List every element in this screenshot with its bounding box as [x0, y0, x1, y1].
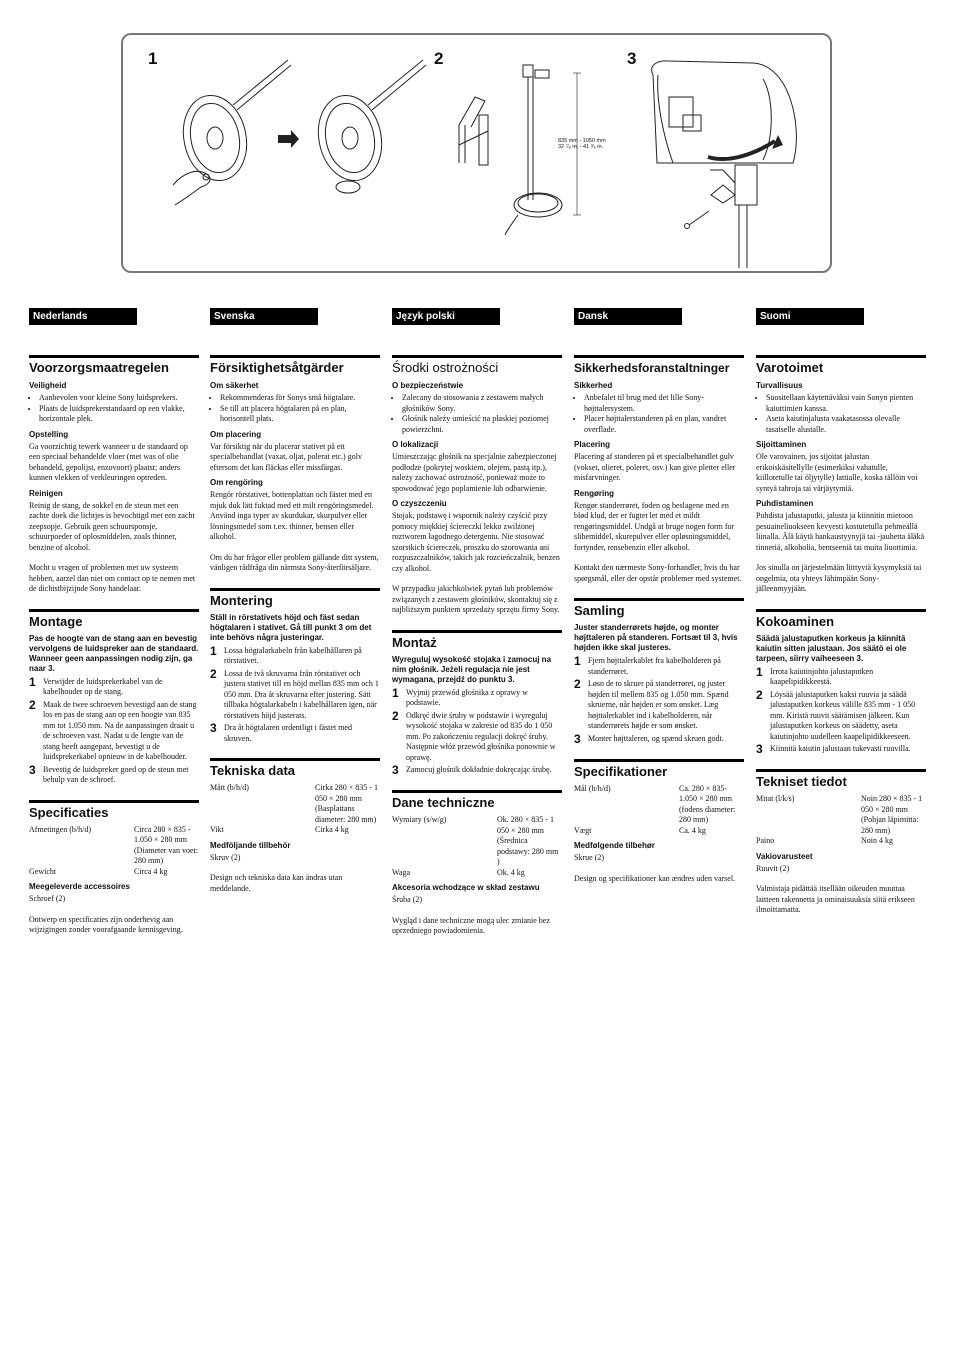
precautions-heading: Voorzorgsmaatregelen — [29, 355, 199, 376]
language-label: Suomi — [756, 308, 864, 325]
step-text: Monter højttaleren, og spænd skruen godt. — [588, 733, 724, 743]
table-row — [756, 794, 926, 836]
specs-note: Design og specifikationer kan ændres uden varsel. — [574, 873, 736, 883]
placement-heading: Om placering — [210, 429, 262, 439]
placement-text: Placering af standeren på et specialbehandlet gulv (vokset, olieret, poleret, osv.) kan give pletter eller misfarvninger. — [574, 452, 736, 482]
assembly-step-3 — [756, 744, 926, 755]
accessories-text: Skrue (2) — [574, 853, 604, 862]
step-number: 2 — [756, 687, 763, 702]
assembly-step-1 — [210, 643, 380, 667]
safety-heading: O bezpieczeństwie — [392, 381, 464, 390]
spec-key: Afmetingen (b/h/d) — [29, 824, 91, 834]
list-item: • Aanbevolen voor kleine Sony luidsprekers. — [39, 393, 199, 404]
step-number: 2 — [392, 708, 399, 723]
step-text: Kiinnitä kaiutin jalustaan tukevasti ruuvilla. — [770, 744, 911, 753]
spec-value: Cirka 4 kg — [315, 825, 349, 834]
assembly-heading: Montage — [29, 609, 199, 630]
step-text: Löysää jalustaputken kaksi ruuvia ja säädä jalustaputken korkeus välille 835 mm - 1 050 mm. Kiristä ruuvit säätämisen jälkeen. Kun jalustaputken korkeus on säädetty, aseta kaiutinjohto uudelleen kaapelipidikkeeseen. — [770, 689, 916, 741]
step-text: Løsn de to skruer på standerrøret, og juster højden til mellem 835 og 1.050 mm. Spænd skruerne, når højden er som ønsket. Læg højttalerkablet ind i kabelholderen, når standerrørets højde er som ønsket. — [588, 679, 729, 730]
assembly-step-1 — [392, 685, 562, 709]
step-text: Fjern højttalerkablet fra kabelholderen på standerrøret. — [588, 656, 721, 676]
step-text: Irrota kaiutinjohto jalustaputken kaapelipidikkeestä. — [770, 666, 874, 686]
arrow-icon — [278, 130, 299, 148]
placement-text: Ga voorzichtig tewerk wanneer u de standaard op een speciaal behandelde vloer (met was of olie behandeld, gepolijst, enzovoort) plaatst; anders kunnen vlekken of verkleuringen optreden. — [29, 441, 188, 482]
specs-heading: Tekniset tiedot — [756, 769, 926, 790]
assembly-heading: Montering — [210, 588, 380, 609]
accessories-text: Skruv (2) — [210, 852, 241, 862]
cleaning-heading: Reinigen — [29, 488, 63, 498]
height-in: 32 ⁷⁄₈ in. - 41 ³⁄₈ in. — [558, 144, 604, 150]
list-item: • Plaats de luidsprekerstandaard op een vlakke, horizontale plek. — [39, 404, 199, 425]
list-item: • Anbefalet til brug med det lille Sony-højttalersystem. — [584, 393, 744, 414]
assembly-step-1 — [29, 674, 199, 698]
specs-table — [210, 783, 380, 836]
assembly-step-2 — [392, 708, 562, 764]
spec-key: Gewicht — [29, 866, 57, 876]
specs-heading: Dane techniczne — [392, 790, 562, 811]
illustration-drawing — [123, 35, 830, 271]
precautions-heading: Sikkerhedsforanstaltninger — [574, 355, 744, 376]
base-plate-drawing-1 — [173, 60, 291, 205]
cleaning-heading: O czyszczeniu — [392, 499, 447, 508]
base-plate-drawing-2 — [311, 60, 426, 193]
assembly-step-2 — [756, 687, 926, 743]
assembly-step-2 — [29, 697, 199, 763]
assembly-lead: Wyreguluj wysokość stojaka i zamocuj na nim głośnik. Jeżeli regulacja nie jest wymagana, przejdź do punktu 3. — [392, 654, 552, 684]
list-item: • Placer højttalerstanderen på en plan, vandret overflade. — [584, 414, 744, 435]
spec-key: Mått (b/h/d) — [210, 783, 249, 792]
spec-key: Wymiary (s/w/g) — [392, 815, 447, 824]
spec-value: Circa 4 kg — [134, 866, 168, 876]
language-label: Język polski — [392, 308, 500, 325]
assembly-lead: Juster standerrørets højde, og monter højttaleren på standeren. Fortsæt til 3, hvis højden ikke skal justeres. — [574, 623, 738, 652]
assembly-lead: Ställ in rörstativets höjd och fäst sedan högtalaren i stativet. Gå till punkt 3 om det inte behövs några justeringar. — [210, 612, 372, 642]
table-row — [29, 825, 199, 867]
list-item: • Suositellaan käytettäväksi vain Sonyn pienten kaiuttimien kanssa. — [766, 393, 926, 414]
step-text: Bevestig de luidspreker goed op de steun met behulp van de schroef. — [43, 764, 189, 784]
cleaning-heading: Rengøring — [574, 488, 614, 498]
assembly-heading: Kokoaminen — [756, 609, 926, 630]
step-number: 1 — [392, 685, 399, 700]
cleaning-text: Rengör rörstativet, bottenplattan och fästet med en mjuk duk lätt fuktad med ett milt rengöringsmedel. Använd inga typer av skurdukar, skurpulver eller lösningsmedel som t.ex. thinner, bensen eller alkohol. — [210, 490, 374, 541]
accessories-heading: Medfølgende tilbehør — [574, 841, 655, 850]
accessories-heading: Vakiovarusteet — [756, 851, 813, 861]
step-number: 3 — [29, 762, 36, 777]
mount-drawing — [652, 61, 797, 268]
contact-text: Jos sinulla on järjestelmään liittyviä kysymyksiä tai ongelmia, ota yhteys lähimpään Sony-jälleenmyyjään. — [756, 563, 922, 593]
spec-value: Ok. 280 × 835 - 1 050 × 280 mm (Średnica podstawy: 280 mm ) — [497, 815, 559, 866]
list-item: • Zalecany do stosowania z zestawem małych głośników Sony. — [402, 393, 562, 414]
specs-table — [29, 825, 199, 878]
step-number: 3 — [574, 731, 581, 746]
assembly-step-1 — [574, 656, 744, 677]
cleaning-heading: Om rengöring — [210, 478, 263, 487]
specs-table — [756, 794, 926, 847]
safety-list — [756, 393, 926, 435]
placement-heading: O lokalizacji — [392, 440, 439, 449]
step-text: Maak de twee schroeven bevestigd aan de stang los en pas de stang aan op een hoogte van 835 mm tot 1.050 mm. Na de aanpassingen draait u de schroeven vast. Nadat u de lengte van de stang heeft aangepast, bevestigt u de luidsprekerkabel opnieuw in de kabelhouder. — [43, 699, 197, 761]
contact-text: W przypadku jakichkolwiek pytań lub problemów związanych z zestawem głośników, skontaktuj się z najbliższym punktem sprzedaży sprzętu firmy Sony. — [392, 584, 560, 614]
safety-heading: Veiligheid — [29, 381, 67, 390]
step-number: 1 — [29, 674, 36, 689]
language-label: Dansk — [574, 308, 682, 325]
assembly-step-2 — [574, 679, 744, 732]
spec-key: Vikt — [210, 825, 224, 834]
precautions-heading: Försiktighetsåtgärder — [210, 355, 380, 376]
specs-note: Valmistaja pidättää itsellään oikeuden muuttaa laitteen rakennetta ja ominaisuuksia siitä erikseen ilmoittamatta. — [756, 884, 915, 914]
spec-value: Noin 280 × 835 - 1 050 × 280 mm (Pohjan läpimitta: 280 mm) — [861, 794, 923, 835]
assembly-step-3 — [574, 731, 744, 746]
assembly-step-1 — [756, 664, 926, 688]
assembly-step-3 — [392, 765, 562, 776]
table-row — [29, 867, 199, 878]
cleaning-text: Rengør standerrøret, foden og beslagene med en blød klud, der er fugtet let med et mildt rengøringsmiddel. Undgå at bruge nogen form for slibemiddel, skurepulver eller opløsningsmiddel, fortynder, rensebenzin eller alkohol. — [574, 500, 735, 552]
placement-heading: Sijoittaminen — [756, 440, 807, 449]
cleaning-text: Puhdista jalustaputki, jalusta ja kiinnitin mietoon pesuaineliuokseen kevyesti kostutetulla pehmeällä liinalla. Älä käytä hankaustyynyjä tai -jauhetta äläkä tinneriä, alkoholia, bentseeniä tai muita liuottimia. — [756, 511, 925, 552]
step-text: Dra åt högtalaren ordentligt i fästet med skruven. — [224, 723, 352, 743]
table-row — [756, 836, 926, 847]
spec-value: Cirka 280 × 835 - 1 050 × 280 mm (Basplattans diameter: 280 mm) — [315, 783, 378, 824]
accessories-heading: Akcesoria wchodzące w skład zestawu — [392, 883, 540, 892]
table-row — [210, 825, 380, 836]
language-label: Svenska — [210, 308, 318, 325]
spec-key: Mitat (l/k/s) — [756, 794, 795, 803]
safety-list — [210, 393, 380, 425]
assembly-illustration — [121, 33, 832, 273]
assembly-lead: Säädä jalustaputken korkeus ja kiinnitä kaiutin sitten jalustaan. Jos säätö ei ole tarpeen, siirry vaiheeseen 3. — [756, 633, 907, 663]
contact-text: Kontakt den nærmeste Sony-forhandler, hvis du har spørgsmål, eller der opstår problemer med systemet. — [574, 563, 742, 583]
column-svenska — [210, 308, 380, 896]
step-text: Odkręć dwie śruby w podstawie i wyreguluj wysokość stojaka w zakresie od 835 do 1 050 mm. Po zakończeniu regulacji dokręć śruby. Następnie włóż przewód głośnika ponownie w oprawę. — [406, 710, 556, 762]
spec-key: Mål (b/h/d) — [574, 783, 611, 793]
table-row — [392, 868, 562, 879]
height-mm: 835 mm - 1050 mm — [558, 138, 606, 144]
spec-key: Vægt — [574, 825, 592, 835]
contact-text: Mocht u vragen of problemen met uw systeem hebben, aarzel dan niet om contact op te nemen met de dichtstbijzijnde Sony handelaar. — [29, 563, 196, 593]
placement-heading: Placering — [574, 440, 611, 449]
safety-list — [392, 393, 562, 435]
step-number: 1 — [574, 654, 581, 668]
accessories-text: Śruba (2) — [392, 895, 422, 904]
step-text: Zamocuj głośnik dokładnie dokręcając śrubę. — [406, 765, 552, 774]
safety-heading: Om säkerhet — [210, 381, 259, 390]
specs-table — [392, 815, 562, 878]
step-number-1: 1 — [148, 49, 158, 68]
column-nederlands — [29, 308, 199, 938]
spec-value: Ca. 4 kg — [679, 825, 706, 835]
placement-text: Umieszczając głośnik na specjalnie zabezpieczonej podłodze (pokrytej woskiem, olejem, pastą itp.), należy zachować ostrożność, ponieważ może to spowodować jego poplamienie lub odbarwienie. — [392, 452, 557, 493]
placement-heading: Opstelling — [29, 429, 69, 439]
step-number: 1 — [756, 664, 763, 679]
accessories-text: Schroef (2) — [29, 894, 66, 903]
list-item: • Se till att placera högtalaren på en plan, horisontell plats. — [220, 404, 380, 425]
accessories-heading: Medföljande tillbehör — [210, 840, 291, 850]
language-label: Nederlands — [29, 308, 137, 325]
step-number: 3 — [392, 763, 399, 777]
cleaning-text: Reinig de stang, de sokkel en de steun met een zachte doek die lichtjes is bevochtigd met een zacht zeepsopje. Gebruik geen schuursponsje, schuurpoeder of oplosmiddelen, zoals thinner, benzine of alcohol. — [29, 500, 195, 552]
safety-list — [574, 393, 744, 435]
height-measurement — [558, 138, 606, 150]
list-item: • Głośnik należy umieścić na płaskiej poziomej powierzchni. — [402, 414, 562, 435]
table-row — [574, 826, 744, 837]
step-number: 2 — [574, 677, 581, 691]
step-number: 3 — [756, 742, 763, 756]
step-number-3: 3 — [627, 49, 637, 68]
step-text: Wyjmij przewód głośnika z oprawy w podstawie. — [406, 687, 528, 707]
assembly-heading: Samling — [574, 598, 744, 619]
assembly-heading: Montaż — [392, 630, 562, 651]
step-text: Lossa de två skruvarna från rörstativet och justera stativet till en höjd mellan 835 mm och 1 050 mm. Dra åt skruvarna efter justering. Sätt tillbaka högtalarkabeln i kabelhållaren igen, när rörstativets höjd justerats. — [224, 668, 379, 720]
assembly-lead: Pas de hoogte van de stang aan en bevestig vervolgens de luidspreker aan de standaard. Wanneer geen aanpassingen nodig zijn, ga naar 3. — [29, 633, 199, 673]
placement-text: Var försiktig när du placerar stativet på ett specialbehandlat (vaxat, oljat, polerat etc.) golv eftersom det kan fläckas eller missfärgas. — [210, 441, 362, 472]
step-number: 2 — [210, 666, 217, 681]
step-number-2: 2 — [434, 49, 444, 68]
assembly-step-2 — [210, 666, 380, 722]
list-item: • Aseta kaiutinjalusta vaakatasossa olevalle tasaiselle alustalle. — [766, 414, 926, 435]
spec-value: Ok. 4 kg — [497, 867, 525, 877]
stand-drawing — [459, 65, 581, 235]
table-row — [210, 783, 380, 825]
table-row — [574, 784, 744, 826]
safety-list — [29, 393, 199, 425]
specs-note: Wygląd i dane techniczne mogą ulec zmianie bez uprzedniego powiadomienia. — [392, 915, 550, 935]
spec-key: Paino — [756, 836, 775, 845]
step-number: 2 — [29, 697, 36, 712]
precautions-heading: Środki ostrożności — [392, 355, 562, 376]
column-suomi — [756, 308, 926, 918]
safety-heading: Sikkerhed — [574, 381, 613, 390]
accessories-text: Ruuvit (2) — [756, 863, 790, 873]
specs-heading: Tekniska data — [210, 758, 380, 779]
placement-text: Ole varovainen, jos sijoitat jalustan erikoiskäsitellylle (esimerkiksi vahatulle, kiillotetulle tai öljytylle) lattialle, koska tällöin voi syntyä tahroja tai värjäytymiä. — [756, 452, 918, 493]
cleaning-text: Stojak, podstawę i wspornik należy czyścić przy pomocy miękkiej ściereczki lekko zwilżonej roztworem łagodnego detergentu. Nie stosować szorstkich ściereczek, proszku do szorowania ani rozpuszczalników, takich jak rozcieńczalnik, benzen czy alkohol. — [392, 511, 560, 573]
step-text: Verwijder de luidsprekerkabel van de kabelhouder op de stang. — [43, 676, 163, 696]
assembly-step-3 — [210, 723, 380, 744]
accessories-heading: Meegeleverde accessoires — [29, 882, 130, 891]
precautions-heading: Varotoimet — [756, 355, 926, 376]
step-number: 3 — [210, 721, 217, 735]
specs-table — [574, 784, 744, 837]
step-number: 1 — [210, 643, 217, 658]
specs-heading: Specificaties — [29, 800, 199, 821]
specs-note: Ontwerp en specificaties zijn onderhevig aan wijzigingen zonder voorafgaande kennisgeving. — [29, 914, 183, 934]
column-polski — [392, 308, 562, 939]
assembly-step-3 — [29, 762, 199, 786]
cleaning-heading: Puhdistaminen — [756, 499, 814, 508]
contact-text: Om du har frågor eller problem gällande ditt system, vänligen rådfråga din närmsta Sony-återförsäljare. — [210, 552, 379, 572]
list-item: • Rekommenderas för Sonys små högtalare. — [220, 393, 380, 404]
table-row — [392, 815, 562, 868]
safety-heading: Turvallisuus — [756, 381, 803, 390]
spec-value: Noin 4 kg — [861, 836, 893, 845]
specs-heading: Specifikationer — [574, 759, 744, 780]
spec-value: Ca. 280 × 835-1.050 × 280 mm (fodens diameter: 280 mm) — [679, 783, 736, 824]
column-dansk — [574, 308, 744, 886]
step-text: Lossa högtalarkabeln från kabelhållaren på rörstativet. — [224, 645, 362, 665]
spec-value: Circa 280 × 835 - 1.050 × 280 mm (Diameter van voet: 280 mm) — [134, 824, 198, 865]
specs-note: Design och tekniska data kan ändras utan meddelande. — [210, 873, 343, 893]
spec-key: Waga — [392, 867, 411, 877]
